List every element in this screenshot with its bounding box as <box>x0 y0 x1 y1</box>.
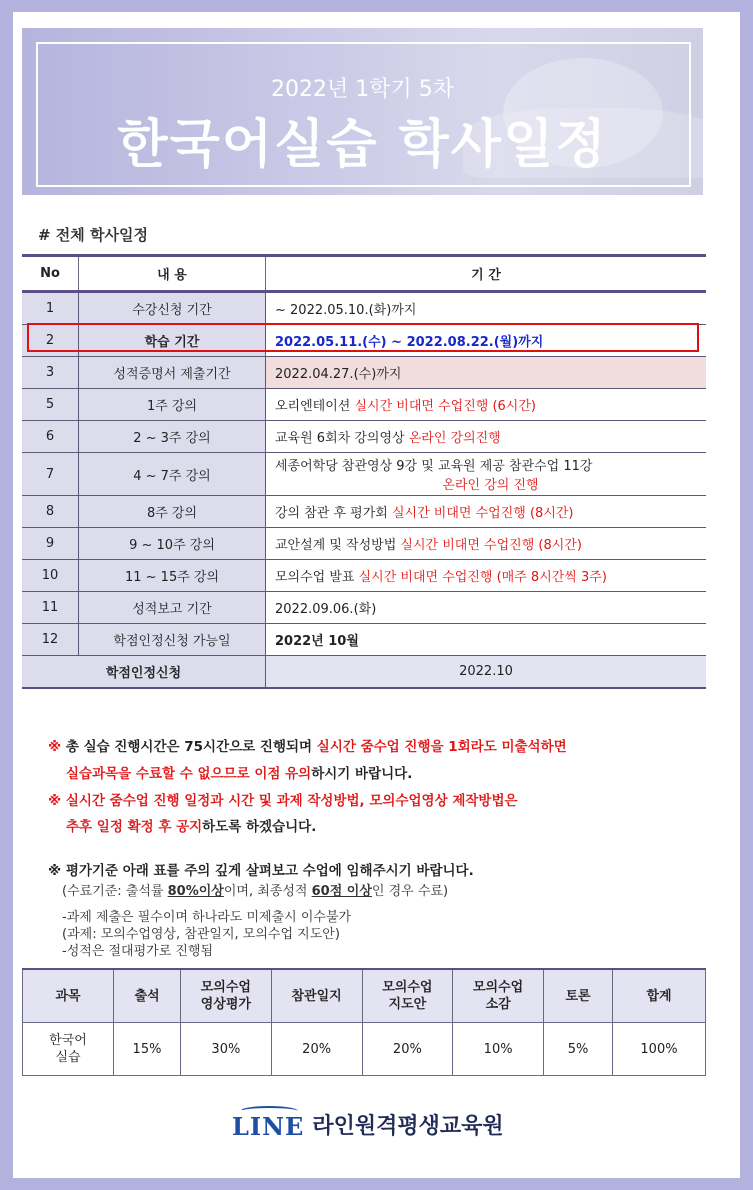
table-row <box>22 357 706 389</box>
table-row <box>22 389 706 421</box>
sub-note-3: -성적은 절대평가로 진행됨 <box>62 944 214 959</box>
banner-subtitle: 2022년 1학기 5차 <box>271 77 454 102</box>
row-no: 7 <box>22 453 79 496</box>
period-highlight: 실시간 비대면 수업진행 (8시간) <box>392 506 574 521</box>
note-text: 하시기 바랍니다. <box>311 766 413 782</box>
grade-header <box>362 969 453 1023</box>
table-row <box>22 421 706 453</box>
period-highlight: 온라인 강의 진행 <box>442 478 539 493</box>
sub-note-2: (과제: 모의수업영상, 참관일지, 모의수업 지도안) <box>62 927 340 942</box>
table-row <box>22 292 706 325</box>
grading-table <box>22 968 706 1076</box>
row-period <box>266 496 707 528</box>
row-no: 11 <box>22 592 79 624</box>
row-period: 2022.05.11.(수) ~ 2022.08.22.(월)까지 <box>266 325 707 357</box>
grade-header: 합계 <box>613 969 706 1023</box>
row-period: 2022년 10월 <box>266 624 707 656</box>
final-period: 2022.10 <box>266 656 707 689</box>
completion-criteria <box>62 880 448 899</box>
row-item: 학점인정신청 가능일 <box>79 624 266 656</box>
note-text: 총 실습 진행시간은 75시간으로 진행되며 <box>65 739 317 755</box>
period-text: 세종어학당 참관영상 9강 및 교육원 제공 참관수업 11강 <box>275 459 593 474</box>
row-no: 3 <box>22 357 79 389</box>
grade-header: 출석 <box>114 969 181 1023</box>
criteria-text: (수료기준: 출석률 <box>62 884 168 899</box>
row-item: 1주 강의 <box>79 389 266 421</box>
period-highlight: 실시간 비대면 수업진행 (8시간) <box>400 538 582 553</box>
row-no: 1 <box>22 292 79 325</box>
note-2-line-2 <box>66 815 316 835</box>
period-text: 강의 참관 후 평가회 <box>275 506 392 521</box>
note-1-line-1 <box>48 735 567 755</box>
note-red-text: 실시간 줌수업 진행 일정과 시간 및 과제 작성방법, 모의수업영상 제작방법은 <box>65 793 518 809</box>
note-text: 하도록 하겠습니다. <box>202 819 317 835</box>
grade-header-text: 모의수업 영상평가 <box>200 980 251 1012</box>
criteria-text: 인 경우 수료) <box>371 884 449 899</box>
grade-value: 20% <box>271 1023 362 1076</box>
table-row <box>22 325 706 357</box>
schedule-table <box>22 254 706 689</box>
row-item: 4 ~ 7주 강의 <box>79 453 266 496</box>
header-no: No <box>22 256 79 292</box>
criteria-score: 60점 이상 <box>311 884 372 899</box>
note-1-line-2 <box>66 762 412 782</box>
row-no: 6 <box>22 421 79 453</box>
row-period <box>266 560 707 592</box>
row-no: 9 <box>22 528 79 560</box>
schedule-header-row <box>22 256 706 292</box>
period-text: 오리엔테이션 <box>275 399 355 414</box>
sub-note-1: -과제 제출은 필수이며 하나라도 미제출시 이수불가 <box>62 910 352 925</box>
note-2-line-1 <box>48 789 518 809</box>
grade-value-text: 한국어 실습 <box>49 1033 87 1065</box>
note-mark: ※ <box>48 739 66 755</box>
grade-header-text: 모의수업 지도안 <box>382 980 433 1012</box>
note-mark: ※ <box>48 793 66 809</box>
note-red-text: 실시간 줌수업 진행을 1회라도 미출석하면 <box>316 739 567 755</box>
table-row <box>22 560 706 592</box>
grade-value: 10% <box>453 1023 544 1076</box>
period-highlight: 실시간 비대면 수업진행 (매주 8시간씩 3주) <box>358 570 607 585</box>
row-item: 학습 기간 <box>79 325 266 357</box>
table-row <box>22 496 706 528</box>
table-row <box>22 624 706 656</box>
row-no: 10 <box>22 560 79 592</box>
institution-name: 라인원격평생교육원 <box>312 1114 504 1139</box>
header-banner <box>22 28 703 195</box>
grade-header: 토론 <box>544 969 613 1023</box>
banner-title: 한국어실습 학사일정 <box>117 115 608 175</box>
grade-value: 20% <box>362 1023 453 1076</box>
row-period <box>266 389 707 421</box>
period-highlight: 실시간 비대면 수업진행 (6시간) <box>354 399 536 414</box>
period-text: 모의수업 발표 <box>275 570 359 585</box>
row-period <box>266 453 707 496</box>
grade-value <box>23 1023 114 1076</box>
final-item: 학점인정신청 <box>22 656 266 689</box>
grade-value: 5% <box>544 1023 613 1076</box>
row-period: 2022.04.27.(수)까지 <box>266 357 707 389</box>
table-row <box>22 453 706 496</box>
note-3: ※ 평가기준 아래 표를 주의 깊게 살펴보고 수업에 임해주시기 바랍니다. <box>48 863 474 879</box>
row-no: 2 <box>22 325 79 357</box>
row-item: 수강신청 기간 <box>79 292 266 325</box>
criteria-attendance: 80%이상 <box>167 884 224 899</box>
note-red-text: 추후 일정 확정 후 공지 <box>66 819 203 835</box>
row-no: 8 <box>22 496 79 528</box>
row-item: 8주 강의 <box>79 496 266 528</box>
grade-header: 과목 <box>23 969 114 1023</box>
grade-header: 참관일지 <box>271 969 362 1023</box>
footer-logo <box>232 1108 504 1141</box>
grade-header-text: 모의수업 소감 <box>473 980 524 1012</box>
period-highlight: 온라인 강의진행 <box>408 431 501 446</box>
row-item: 11 ~ 15주 강의 <box>79 560 266 592</box>
row-item: 성적보고 기간 <box>79 592 266 624</box>
line-logo-mark: LINE <box>232 1108 304 1141</box>
table-row <box>22 528 706 560</box>
row-no: 5 <box>22 389 79 421</box>
period-text: 교안설계 및 작성방법 <box>275 538 401 553</box>
header-item: 내 용 <box>79 256 266 292</box>
grade-header <box>453 969 544 1023</box>
header-period: 기 간 <box>266 256 707 292</box>
grade-value: 30% <box>181 1023 272 1076</box>
row-item: 2 ~ 3주 강의 <box>79 421 266 453</box>
row-period: ~ 2022.05.10.(화)까지 <box>266 292 707 325</box>
period-text: 교육원 6회차 강의영상 <box>275 431 409 446</box>
grade-header <box>181 969 272 1023</box>
table-row-final <box>22 656 706 689</box>
row-period <box>266 528 707 560</box>
grading-values-row <box>23 1023 706 1076</box>
grade-value: 15% <box>114 1023 181 1076</box>
row-period <box>266 421 707 453</box>
row-item: 성적증명서 제출기간 <box>79 357 266 389</box>
note-red-text: 실습과목을 수료할 수 없으므로 이점 유의 <box>66 766 312 782</box>
criteria-text: 이며, 최종성적 <box>223 884 312 899</box>
grade-value: 100% <box>613 1023 706 1076</box>
row-period: 2022.09.06.(화) <box>266 592 707 624</box>
section-title: # 전체 학사일정 <box>38 226 148 244</box>
row-no: 12 <box>22 624 79 656</box>
table-row <box>22 592 706 624</box>
row-item: 9 ~ 10주 강의 <box>79 528 266 560</box>
grading-header-row <box>23 969 706 1023</box>
